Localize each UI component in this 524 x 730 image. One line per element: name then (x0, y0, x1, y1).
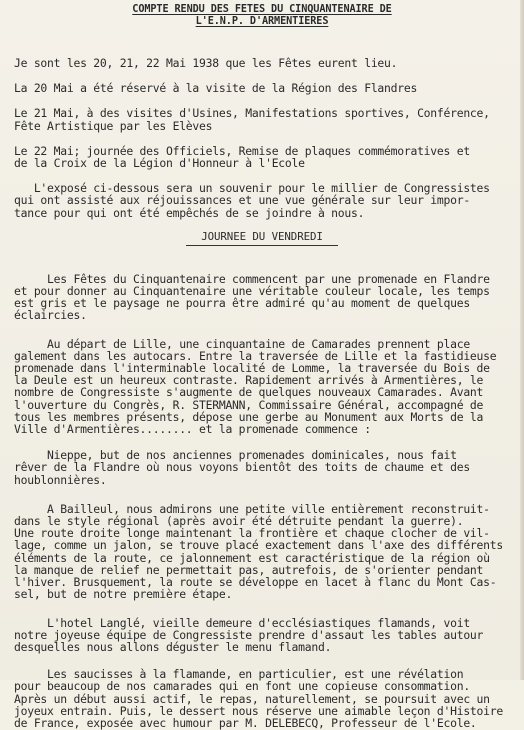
paragraph-flandre: Les Fêtes du Cinquantenaire commencent par une promenade en Flandre et pour donner au Cinquantenaire une véritable couleur locale, les temps est gris et le paysage ne pourra être admiré qu'au moment de quelques éclaircies. (14, 271, 490, 323)
paragraph-depart-lille: Au départ de Lille, une cinquantaine de Camarades prennent place galement dans les autocars. Entre la traversée de Lille et la fastidieuse promenade dans l'interminable localité de Lomme, la traversée du Bois de la Deule est un heureux contraste. Rapidement arrivés à Armentières, le nombre de Congressiste s'augmente de quelques nouveaux Camarades. Avant l'ouverture du Congrès, R. STERMANN, Commissaire Général, accompagné de tous les membres présents, dépose une gerbe au Monument aux Morts de la Ville d'Armentières........ et la promenade commence : (14, 336, 497, 437)
paragraph-bailleul: A Bailleul, nous admirons une petite ville entièrement reconstruit- dans le style régional (après avoir été détruite pendant la guerre). Une route droite longe maintenant la frontière et chaque clocher de vil- lage, comme un jalon, se trouve placé exactement dans l'axe des différents éléments de la route, ce jalonnement est caractéristique de la région où la manque de relief ne permettait pas, autrefois, de s'orienter pendant l'hiver. Brusquement, la route se développe en lacet à flanc du Mont Cas- sel, but de notre première étape. (14, 501, 503, 602)
intro-summary: L'exposé ci-dessous sera un souvenir pour le millier de Congressistes qui ont assisté aux réjouissances et une vue générale sur leur impor- tance pour qui ont été empêchés de se joindre à nous. (14, 181, 490, 220)
page-edge-shadow (520, 0, 524, 680)
intro-day-22: Le 22 Mai; journée des Officiels, Remise de plaques commémoratives et de la Croix de la Légion d'Honneur à l'Ecole (14, 143, 470, 171)
header-title-line-2: L'E.N.P. D'ARMENTIERES (195, 16, 329, 27)
intro-dates: Je sont les 20, 21, 22 Mai 1938 que les Fêtes eurent lieu. (14, 56, 398, 70)
intro-day-20: La 20 Mai a été réservé à la visite de la Région des Flandres (14, 81, 418, 96)
document-header (14, 4, 510, 28)
paragraph-nieppe: Nieppe, but de nos anciennes promenades dominicales, nous fait rêver de la Flandre où nous voyons bientôt des toits de chaume et des houblonnières. (14, 448, 470, 487)
header-title-line-1: COMPTE RENDU DES FETES DU CINQUANTENAIRE DE (132, 4, 392, 15)
section-title-rule (186, 245, 338, 246)
paragraph-hotel-langle: L'hotel Langlé, vieille demeure d'ecclésiastiques flamands, voit notre joyeuse équipe de Congressiste prendre d'assaut les tables autour desquelles nous allons déguster le menu flamand. (14, 615, 484, 654)
section-title: JOURNEE DU VENDREDI (201, 229, 323, 243)
paragraph-saucisses: Les saucisses à la flamande, en particulier, est une révélation pour beaucoup de nos camarades qui en font une copieuse consommation. Après un début aussi actif, le repas, naturellement, se poursuit avec un joyeux entrain. Puis, le dessert nous réserve une aimable leçon d'Histoire de France, exposée avec humour par M. DELEBECQ, Professeur de l'Ecole. (14, 667, 503, 730)
intro-day-21: Le 21 Mai, à des visites d'Usines, Manifestations sportives, Conférence, Fête Artistique par les Elèves (14, 106, 490, 133)
